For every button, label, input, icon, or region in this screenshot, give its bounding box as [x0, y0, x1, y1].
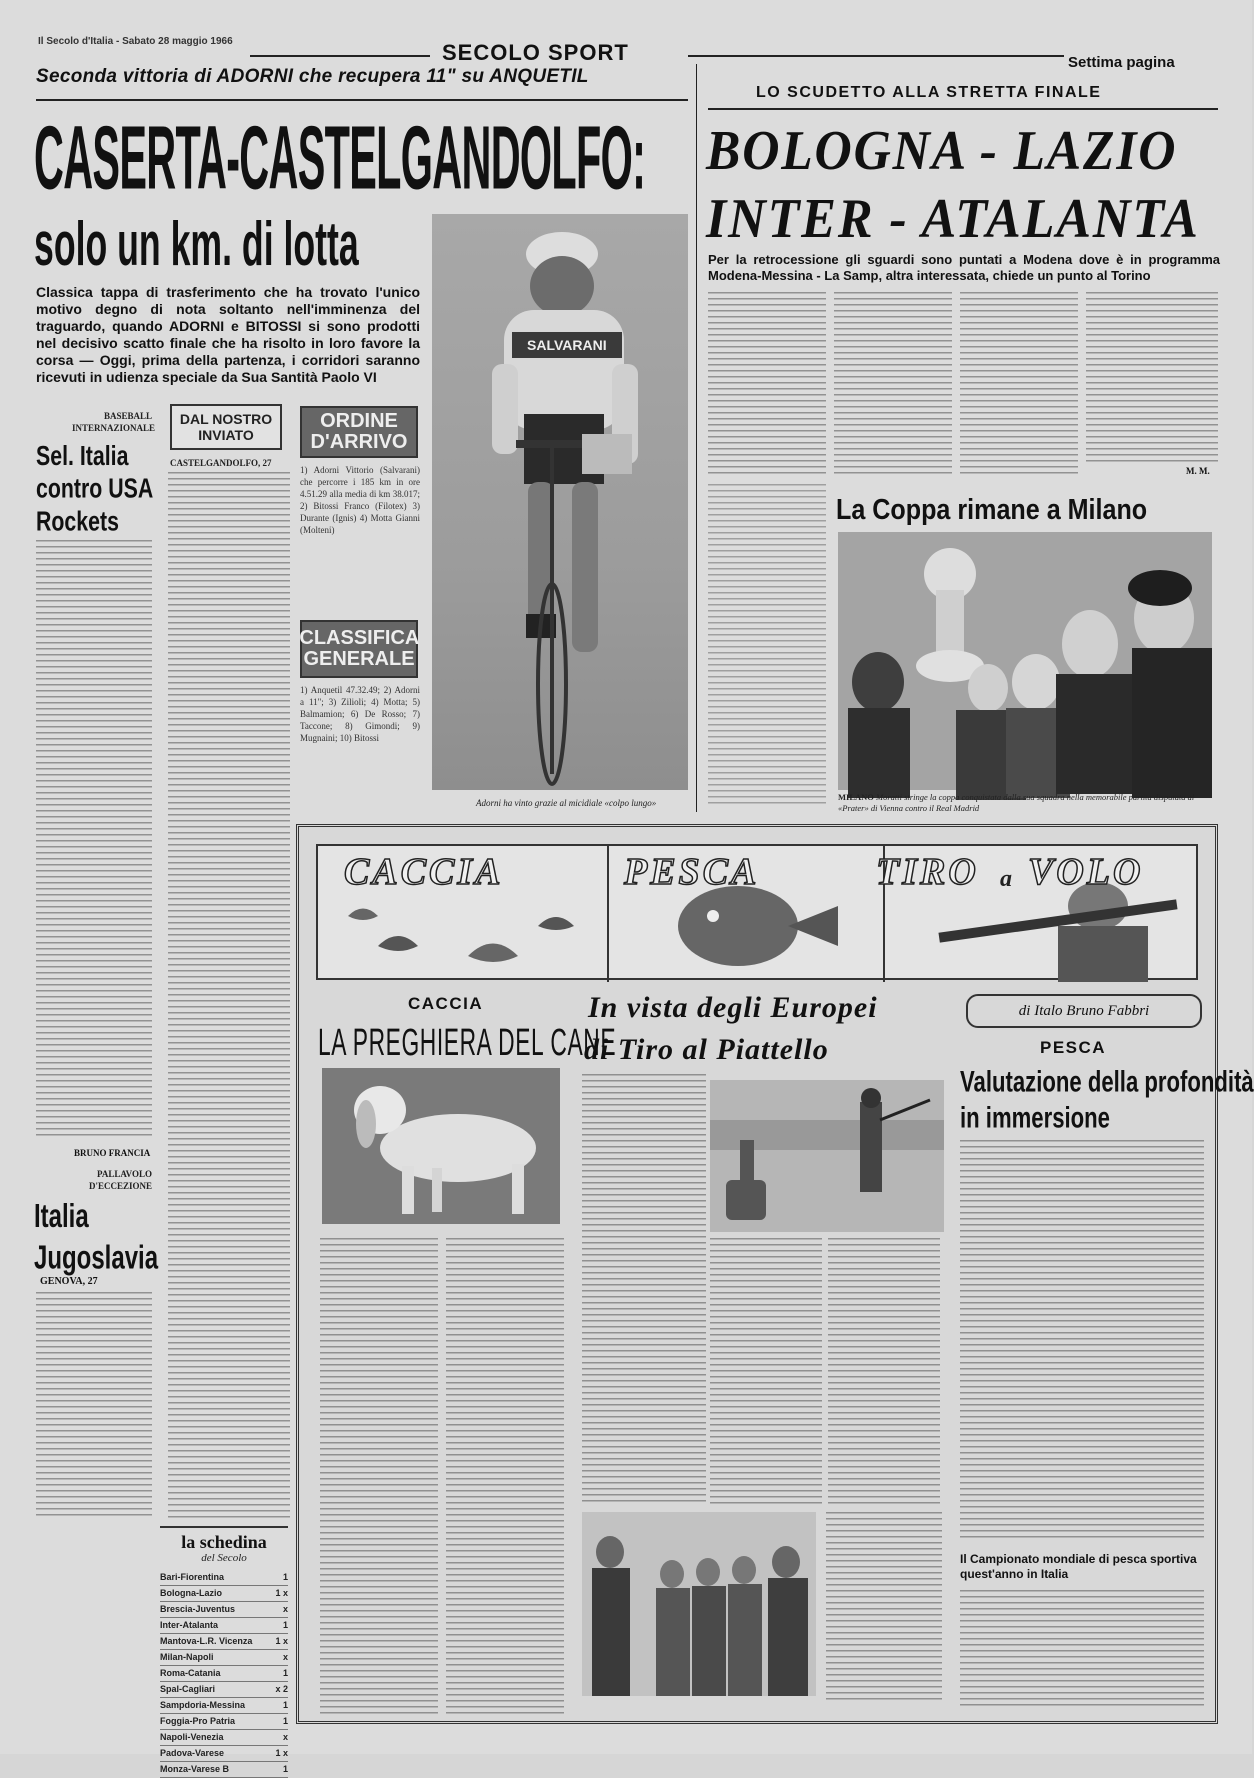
schedina-row: [160, 1730, 288, 1746]
pesca-byline: di Italo Bruno Fabbri: [1018, 1002, 1150, 1019]
banner-word-caccia: CACCIA: [344, 851, 504, 893]
schedina-prediction: 1 x: [275, 1748, 288, 1758]
tiro-shooters-figure: [710, 1080, 944, 1232]
dog-figure: [322, 1068, 560, 1224]
football-kicker-rule: [708, 108, 1218, 110]
schedina-row: [160, 1666, 288, 1682]
banner-word-volo: VOLO: [1028, 851, 1144, 893]
tiro-headline-1: In vista degli Europei: [588, 991, 878, 1024]
schedina-rows: [160, 1570, 288, 1778]
football-body-col-1b: [708, 484, 826, 806]
caccia-body-col-1: [320, 1238, 438, 1714]
svg-text:SALVARANI: SALVARANI: [527, 337, 607, 353]
coppa-photo: [838, 532, 1212, 790]
schedina-prediction: 1: [282, 1716, 288, 1726]
schedina-row: [160, 1634, 288, 1650]
pesca-kicker: PESCA: [1040, 1038, 1107, 1057]
schedina-row: [160, 1570, 288, 1586]
cycling-subheadline: solo un km. di lotta: [34, 210, 359, 279]
schedina-row: [160, 1586, 288, 1602]
masthead-date: Il Secolo d'Italia - Sabato 28 maggio 1966: [38, 36, 233, 47]
schedina-prediction: x: [282, 1732, 288, 1742]
pesca-subhead: Il Campionato mondiale di pesca sportiva quest'anno in Italia: [960, 1552, 1197, 1581]
cycling-headline: CASERTA-CASTELGANDOLFO:: [34, 107, 646, 208]
football-body-col-3: [960, 292, 1078, 476]
schedina-row: [160, 1650, 288, 1666]
cyclist-photo: [432, 214, 688, 790]
schedina-prediction: x: [282, 1604, 288, 1614]
cycling-lead: Classica tappa di trasferimento che ha trovato l'unico motivo degno di nota soltanto nell'imminenza del traguardo, quando ADORNI e BITOSSI si sono prodotti nel decisivo scatto finale che ha risolto in loro favore la corsa — Oggi, prima della partenza, i corridori saranno ricevuti in udienza speciale da Sua Santità Paolo VI: [36, 284, 420, 385]
banner-word-a: a: [1000, 866, 1012, 892]
tiro-headline-2: di Tiro al Piattello: [584, 1033, 829, 1066]
cyclist-figure: [432, 214, 688, 790]
volleyball-kicker: PALLAVOLO D'ECCEZIONE: [88, 1169, 152, 1191]
schedina-prediction: 1 x: [275, 1588, 288, 1598]
schedina-row: [160, 1714, 288, 1730]
classifica-generale-text: 1) Anquetil 47.32.49; 2) Adorni a 11"; 3) Zilioli; 4) Motta; 5) Balmamion; 6) De Rosso; 7) Taccone; 8) Gimondi; 9) Mugnaini; 10) Bitossi: [300, 685, 420, 743]
schedina-match: Bologna-Lazio: [160, 1588, 222, 1598]
schedina-prediction: x 2: [275, 1684, 288, 1694]
schedina-box: [160, 1526, 288, 1774]
schedina-prediction: 1: [282, 1764, 288, 1774]
pesca-headline-2: in immersione: [960, 1101, 1110, 1134]
schedina-subtitle: del Secolo: [201, 1552, 247, 1564]
schedina-prediction: x: [282, 1652, 288, 1662]
coppa-caption-text: Moratti stringe la coppa conquistata dalla sua squadra nella memorabile partita disputata al «Prater» di Vienna contro il Real Madrid: [838, 792, 1195, 813]
schedina-match: Napoli-Venezia: [160, 1732, 224, 1742]
cycling-kicker: Seconda vittoria di ADORNI che recupera 11" su ANQUETIL: [36, 66, 589, 87]
schedina-match: Milan-Napoli: [160, 1652, 214, 1662]
tiro-photo: [710, 1080, 944, 1232]
football-deck: Per la retrocessione gli sguardi sono puntati a Modena dove è in programma Modena-Messina - La Samp, altra interessata, chiede un punto al Torino: [708, 252, 1220, 283]
masthead-rule-right: [688, 55, 1064, 57]
schedina-prediction: 1 x: [275, 1636, 288, 1646]
dal-nostro-inviato-box: [170, 404, 282, 450]
football-headline-2: INTER - ATALANTA: [706, 188, 1200, 250]
caccia-headline: LA PREGHIERA DEL CANE: [318, 1022, 617, 1064]
pesca-byline-box: [966, 994, 1202, 1028]
schedina-match: Brescia-Juventus: [160, 1604, 236, 1614]
pesca-body-text-2: [960, 1590, 1204, 1708]
masthead-section-title: SECOLO SPORT: [442, 40, 629, 65]
schedina-match: Bari-Fiorentina: [160, 1572, 225, 1582]
schedina-match: Foggia-Pro Patria: [160, 1716, 236, 1726]
pesca-body-text: [960, 1140, 1204, 1540]
classifica-generale-label: CLASSIFICA GENERALE: [299, 627, 420, 670]
cycling-dateline: CASTELGANDOLFO, 27: [170, 458, 272, 468]
schedina-row: [160, 1762, 288, 1778]
football-body-col-2: [834, 292, 952, 476]
coppa-caption: [838, 792, 1212, 814]
masthead-rule-left: [250, 55, 430, 57]
dog-photo: [322, 1068, 560, 1224]
baseball-headline: Sel. Italia contro USA Rockets: [36, 440, 153, 537]
banner-word-tiro: TIRO: [876, 851, 979, 893]
schedina-match: Mantova-L.R. Vicenza: [160, 1636, 253, 1646]
ordine-arrivo-text: 1) Adorni Vittorio (Salvarani) che percorre i 185 km in ore 4.51.29 alla media di km 38.017; 2) Bitossi Franco (Filotex) 3) Durante (Ignis) 4) Motta Gianni (Molteni): [300, 465, 420, 535]
tiro-body-col-1: [582, 1074, 706, 1504]
kicker-rule: [36, 99, 688, 101]
ordine-arrivo-label: ORDINE D'ARRIVO: [310, 410, 408, 453]
baseball-signature: BRUNO FRANCIA: [74, 1148, 151, 1158]
tiro-body-col-3: [828, 1238, 940, 1508]
schedina-row: [160, 1618, 288, 1634]
volleyball-headline: Italia Jugoslavia: [34, 1198, 159, 1277]
caccia-body-col-2: [446, 1238, 564, 1714]
coppa-photo-figures: [838, 532, 1212, 790]
schedina-title: la schedina: [181, 1532, 267, 1552]
schedina-row: [160, 1746, 288, 1762]
football-body-col-4: [1086, 292, 1218, 462]
schedina-match: Sampdoria-Messina: [160, 1700, 246, 1710]
schedina-row: [160, 1682, 288, 1698]
column-divider: [696, 64, 697, 812]
volleyball-dateline: GENOVA, 27: [40, 1276, 98, 1287]
pesca-headline-1: Valutazione della profondità: [960, 1065, 1254, 1098]
ordine-arrivo-box: [300, 406, 418, 458]
schedina-match: Spal-Cagliari: [160, 1684, 216, 1694]
caccia-kicker: CACCIA: [408, 994, 484, 1013]
schedina-prediction: 1: [282, 1620, 288, 1630]
schedina-row: [160, 1602, 288, 1618]
baseball-kicker: BASEBALL INTERNAZIONALE: [72, 411, 156, 433]
schedina-match: Roma-Catania: [160, 1668, 221, 1678]
coppa-headline: La Coppa rimane a Milano: [836, 494, 1148, 526]
schedina-match: Padova-Varese: [160, 1748, 225, 1758]
tiro-body-col-4: [826, 1512, 942, 1702]
schedina-match: Inter-Atalanta: [160, 1620, 219, 1630]
schedina-match: Monza-Varese B: [160, 1764, 230, 1774]
schedina-prediction: 1: [282, 1668, 288, 1678]
volleyball-body-text: [36, 1292, 152, 1518]
classifica-generale-box: [300, 620, 418, 678]
football-signature: M. M.: [1186, 466, 1210, 476]
banner-word-pesca: PESCA: [624, 851, 760, 893]
coppa-caption-place: MILANO: [838, 792, 874, 802]
cyclist-photo-caption: Adorni ha vinto grazie al micidiale «colpo lungo»: [476, 798, 657, 808]
tiro-body-col-2: [710, 1238, 822, 1508]
schedina-prediction: 1: [282, 1572, 288, 1582]
masthead-page-label: Settima pagina: [1068, 54, 1175, 71]
schedina-row: [160, 1698, 288, 1714]
football-headline-1: BOLOGNA - LAZIO: [706, 120, 1178, 182]
dal-nostro-inviato-label: DAL NOSTRO INVIATO: [179, 411, 273, 443]
group-figures: [582, 1512, 816, 1696]
schedina-prediction: 1: [282, 1700, 288, 1710]
football-kicker: LO SCUDETTO ALLA STRETTA FINALE: [756, 84, 1102, 101]
cycling-body-text: [168, 472, 290, 1522]
football-body-col-1: [708, 292, 826, 476]
baseball-body-text: [36, 540, 152, 1138]
tiro-group-photo: [582, 1512, 816, 1696]
